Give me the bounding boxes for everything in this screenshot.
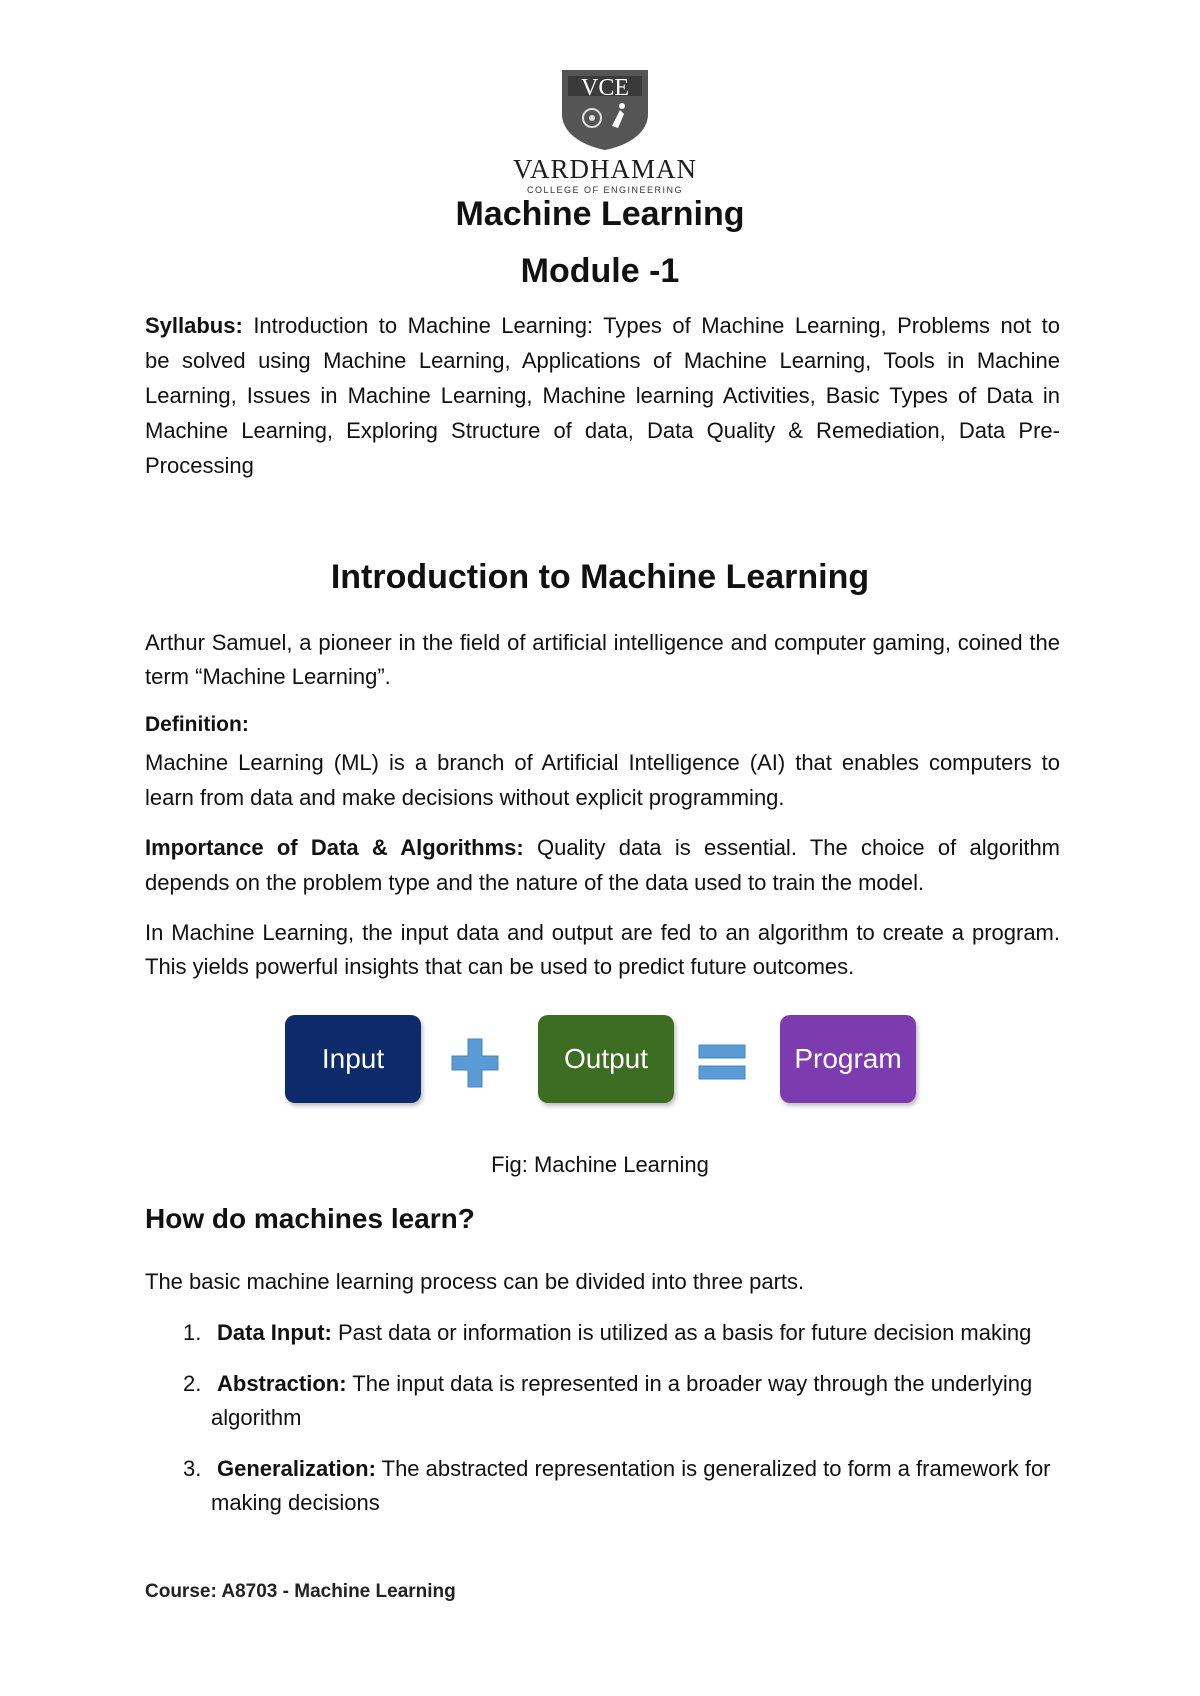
college-subtitle: COLLEGE OF ENGINEERING — [526, 185, 684, 195]
section-title: Introduction to Machine Learning — [330, 558, 870, 596]
college-logo — [490, 68, 720, 193]
program-box: Program — [780, 1015, 916, 1103]
how-intro: The basic machine learning process can be divided into three parts. — [145, 1269, 805, 1294]
course-footer: Course: A8703 - Machine Learning — [145, 1581, 456, 1602]
list-text — [217, 1316, 1060, 1350]
ml-flow-diagram — [285, 1015, 925, 1107]
list-label: Generalization: — [217, 1456, 376, 1481]
how-heading: How do machines learn? — [145, 1203, 475, 1234]
list-continuation: making decisions — [211, 1490, 380, 1515]
list-number: 1. — [183, 1320, 202, 1345]
college-name: VARDHAMAN — [512, 154, 698, 184]
shield-emblem-icon — [560, 68, 650, 152]
list-body: The abstracted representation is generalized to form a framework for — [375, 1456, 1051, 1481]
list-number: 3. — [183, 1456, 202, 1481]
svg-text:VCE: VCE — [581, 75, 629, 101]
syllabus-paragraph — [145, 308, 1060, 483]
equals-icon — [697, 1043, 747, 1081]
list-label: Abstraction: — [217, 1371, 347, 1396]
figure-caption: Fig: Machine Learning — [491, 1152, 709, 1177]
list-body: The input data is represented in a broader way through the underlying — [346, 1371, 1033, 1396]
list-label: Data Input: — [217, 1320, 332, 1345]
list-continuation: algorithm — [211, 1405, 302, 1430]
intro-paragraph: Arthur Samuel, a pioneer in the field of artificial intelligence and computer gaming, coined the term “Machine Learning”. — [145, 630, 1060, 689]
output-box: Output — [538, 1015, 674, 1103]
ml-process-paragraph: In Machine Learning, the input data and output are fed to an algorithm to create a program. This yields powerful insights that can be used to predict future outcomes. — [145, 920, 1060, 979]
list-body: Past data or information is utilized as a basis for future decision making — [331, 1320, 1032, 1345]
definition-label: Definition: — [145, 713, 249, 736]
document-title: Machine Learning — [455, 195, 745, 233]
importance-paragraph — [145, 830, 1060, 900]
list-text — [211, 1452, 1060, 1520]
importance-label: Importance of Data & Algorithms: — [145, 835, 524, 860]
input-box: Input — [285, 1015, 421, 1103]
list-text — [211, 1367, 1060, 1435]
syllabus-label: Syllabus: — [145, 313, 243, 338]
syllabus-text: Introduction to Machine Learning: Types of Machine Learning, Problems not to be solved using Machine Learning, Applications of Machine Learning, Tools in Machine Learning, Issues in Machine Learning, Machine learning Activities, Basic Types of Data in Machine Learning, Exploring Structure of data, Data Quality & Remediation, Data Pre-Processing — [145, 313, 1060, 478]
module-title: Module -1 — [520, 252, 680, 290]
list-number: 2. — [183, 1371, 202, 1396]
importance-text: Quality data is essential. The choice of algorithm depends on the problem type and the nature of the data used to train the model. — [145, 835, 1061, 895]
definition-text: Machine Learning (ML) is a branch of Artificial Intelligence (AI) that enables computers to learn from data and make decisions without explicit programming. — [145, 750, 1060, 810]
plus-icon — [450, 1037, 500, 1089]
